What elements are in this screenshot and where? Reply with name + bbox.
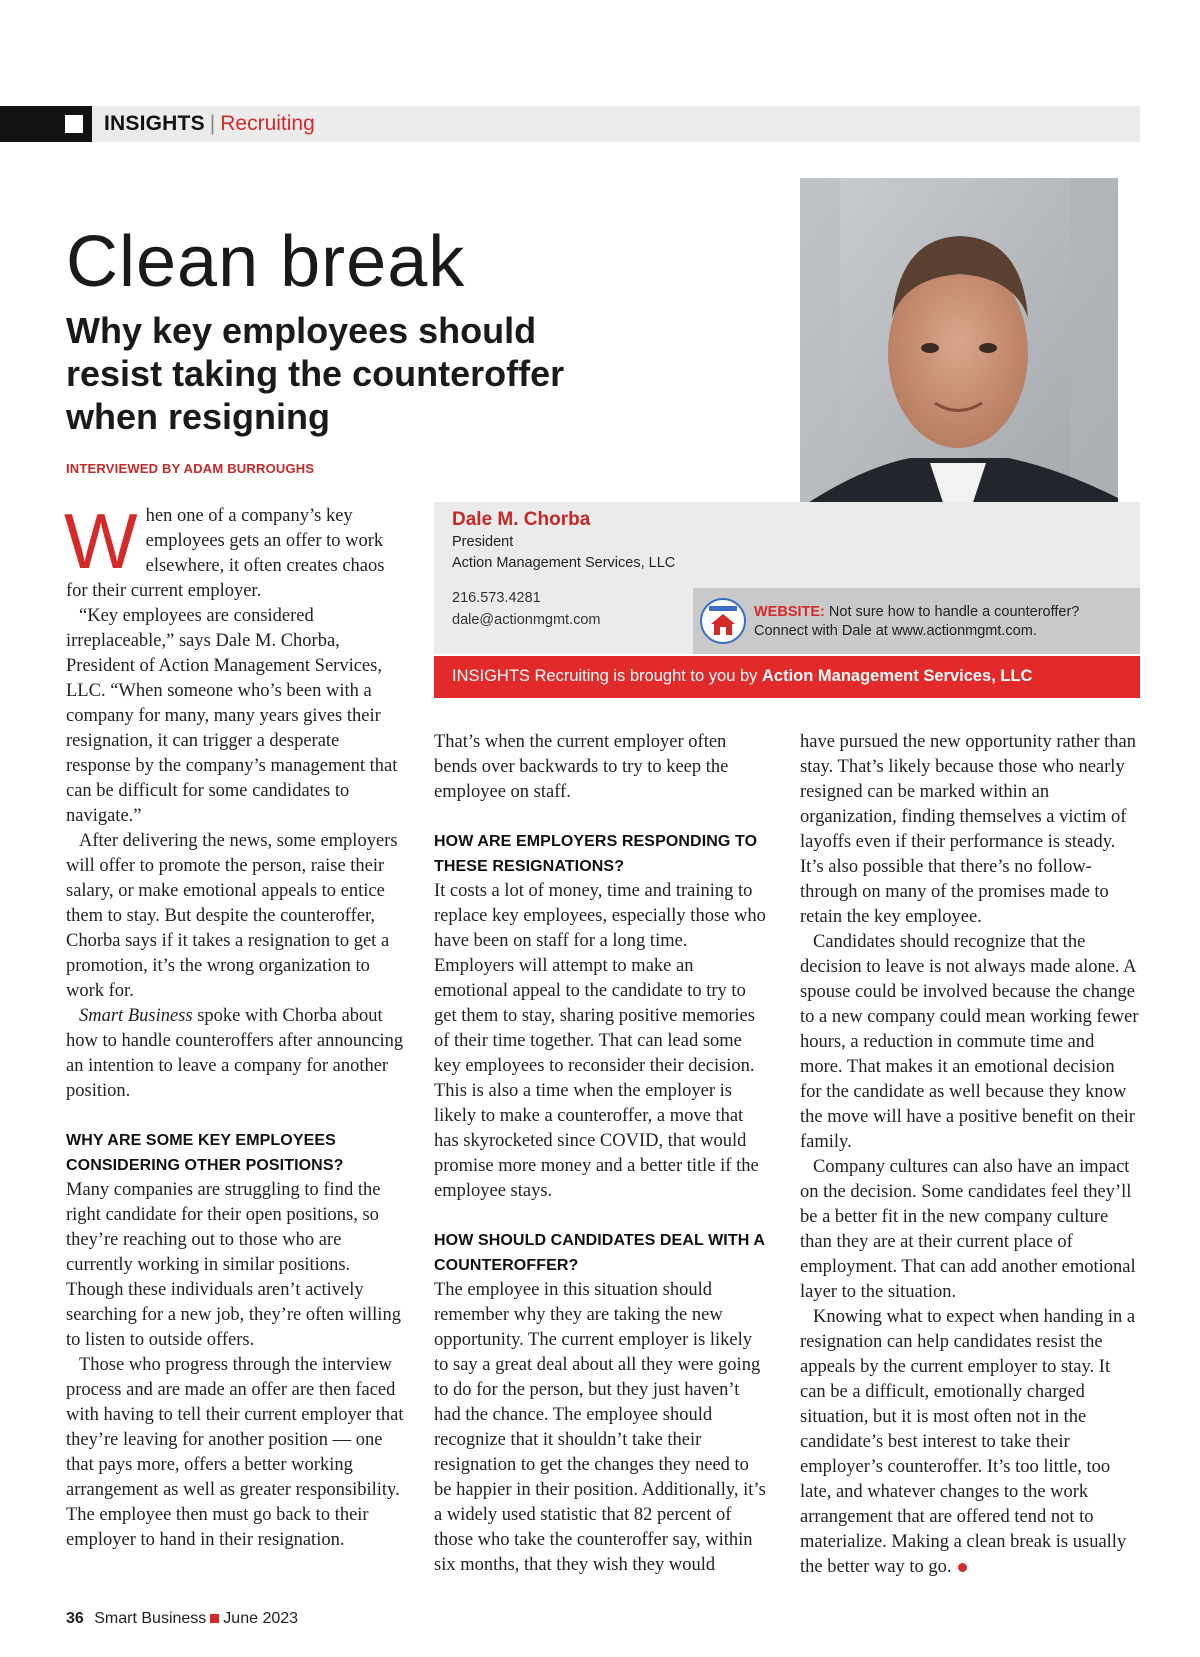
end-mark-icon	[958, 1563, 967, 1572]
article-column-1	[64, 497, 406, 1553]
website-home-icon	[700, 598, 746, 644]
article-subtitle: Why key employees should resist taking the counteroffer when resigning	[66, 310, 565, 437]
paragraph-text: spoke with Chorba about how to handle counteroffers after announcing an intention to leave a company for another position.	[66, 1006, 404, 1101]
paragraph: After delivering the news, some employers will offer to promote the person, raise their salary, or make emotional appeals to entice them to stay. But despite the counteroffer, Chorba says if it takes a resignation to get a promotion, it’s the wrong organization to work for.	[66, 831, 398, 1001]
paragraph-text: hen one of a company’s key employees gets an offer to work elsewhere, it often creates chaos for their current employer.	[66, 506, 385, 601]
section-label: INSIGHTS	[104, 112, 205, 135]
section-separator: |	[209, 112, 216, 135]
section-topic: Recruiting	[220, 112, 315, 135]
paragraph: Company cultures can also have an impact on the decision. Some candidates feel they’ll be a better fit in the new company culture than they are at their current place of employment. That can add another emotional layer to the situation.	[800, 1157, 1136, 1302]
section-square-icon	[65, 115, 83, 133]
footer-square-icon	[210, 1614, 219, 1623]
author-company: Action Management Services, LLC	[452, 555, 676, 571]
article-column-3	[800, 730, 1140, 1580]
page-footer	[66, 1610, 298, 1628]
paragraph	[800, 1305, 1140, 1580]
section-heading: HOW ARE EMPLOYERS RESPONDING TO THESE RESIGNATIONS?	[434, 833, 758, 875]
section-heading: WHY ARE SOME KEY EMPLOYEES CONSIDERING OTHER POSITIONS?	[66, 1132, 344, 1174]
author-role: President	[452, 534, 514, 550]
paragraph: Those who progress through the interview process and are made an offer are then faced with having to tell their current employer that they’re leaving for another position — one that pays more, offers a better working arrangement as well as greater responsibility. The employee then must go back to their employer to hand in their resignation.	[66, 1355, 404, 1550]
publication-name: Smart Business	[79, 1006, 193, 1026]
paragraph: Candidates should recognize that the decision to leave is not always made alone. A spouse could be involved because the change to a new company could mean working fewer hours, a reduction in commute time and more. That makes it an emotional decision for the candidate as well because they know the move will have a positive benefit on their family.	[800, 932, 1139, 1152]
footer-publication: Smart Business	[94, 1610, 207, 1627]
paragraph	[66, 1004, 406, 1104]
paragraph: “Key employees are considered irreplaceable,” says Dale M. Chorba, President of Action Management Services, LLC. “When someone who’s been with a company for many, many years gives their resignation, it can trigger a desperate response by the company’s management that can be difficult for some candidates to navigate.”	[66, 606, 398, 826]
drop-cap: W	[64, 497, 138, 585]
article-title: Clean break	[66, 222, 466, 302]
page-number: 36	[66, 1610, 84, 1627]
paragraph: It costs a lot of money, time and training to replace key employees, especially those who have been on staff for a long time. Employers will attempt to make an emotional appeal to the candidate to try to get them to stay, sharing positive memories of their time together. That can lead some key employees to reconsider their decision. This is also a time when the employer is likely to make a counteroffer, a move that has skyrocketed since COVID, that would promise more money and a better title if the employee stays.	[434, 881, 766, 1201]
sponsor-text	[452, 667, 1032, 686]
paragraph: Many companies are struggling to find the right candidate for their open positions, so they’re reaching out to those who are currently working in similar positions. Though these individuals aren’t actively searching for a new job, they’re often willing to listen to outside offers.	[66, 1180, 401, 1350]
paragraph	[64, 497, 406, 604]
website-text	[754, 603, 1134, 641]
article-column-2	[434, 730, 770, 1578]
author-email[interactable]: dale@actionmgmt.com	[452, 612, 601, 628]
sponsor-lead: INSIGHTS Recruiting is brought to you by	[452, 667, 758, 685]
sponsor-name: Action Management Services, LLC	[761, 667, 1033, 685]
author-phone[interactable]: 216.573.4281	[452, 590, 541, 606]
paragraph: The employee in this situation should remember why they are taking the new opportunity. The current employer is likely to say a great deal about all they were going to do for the person, but they just haven’t had the chance. The employee should recognize that it shouldn’t take their resignation to get the changes they need to be happier in their position. Additionally, it’s a widely used statistic that 82 percent of those who take the counteroffer say, within six months, that they wish they would	[434, 1280, 766, 1575]
paragraph-text: Knowing what to expect when handing in a resignation can help candidates resist the appeals by the current employer to stay. It can be a difficult, emotionally charged situation, but it is most often not in the candidate’s best interest to take their employer’s counteroffer. It’s too little, too late, and whatever changes to the work arrangement that are offered tend not to materialize. Making a clean break is usually the better way to go.	[800, 1307, 1136, 1577]
paragraph: have pursued the new opportunity rather than stay. That’s likely because those who nearly resigned can be marked within an organization, finding themselves a victim of layoffs even if their performance is steady. It’s also possible that there’s no follow-through on many of the promises made to retain the key employee.	[800, 732, 1136, 927]
article-byline: INTERVIEWED BY ADAM BURROUGHS	[66, 461, 315, 476]
website-label: WEBSITE:	[754, 604, 825, 620]
website-message[interactable]: Not sure how to handle a counteroffer? Connect with Dale at www.actionmgmt.com.	[754, 604, 1080, 639]
paragraph: That’s when the current employer often bends over backwards to try to keep the employee on staff.	[434, 732, 729, 802]
footer-date: June 2023	[223, 1610, 299, 1627]
author-name: Dale M. Chorba	[452, 509, 591, 530]
section-heading: HOW SHOULD CANDIDATES DEAL WITH A COUNTEROFFER?	[434, 1232, 765, 1274]
section-header	[104, 111, 315, 137]
